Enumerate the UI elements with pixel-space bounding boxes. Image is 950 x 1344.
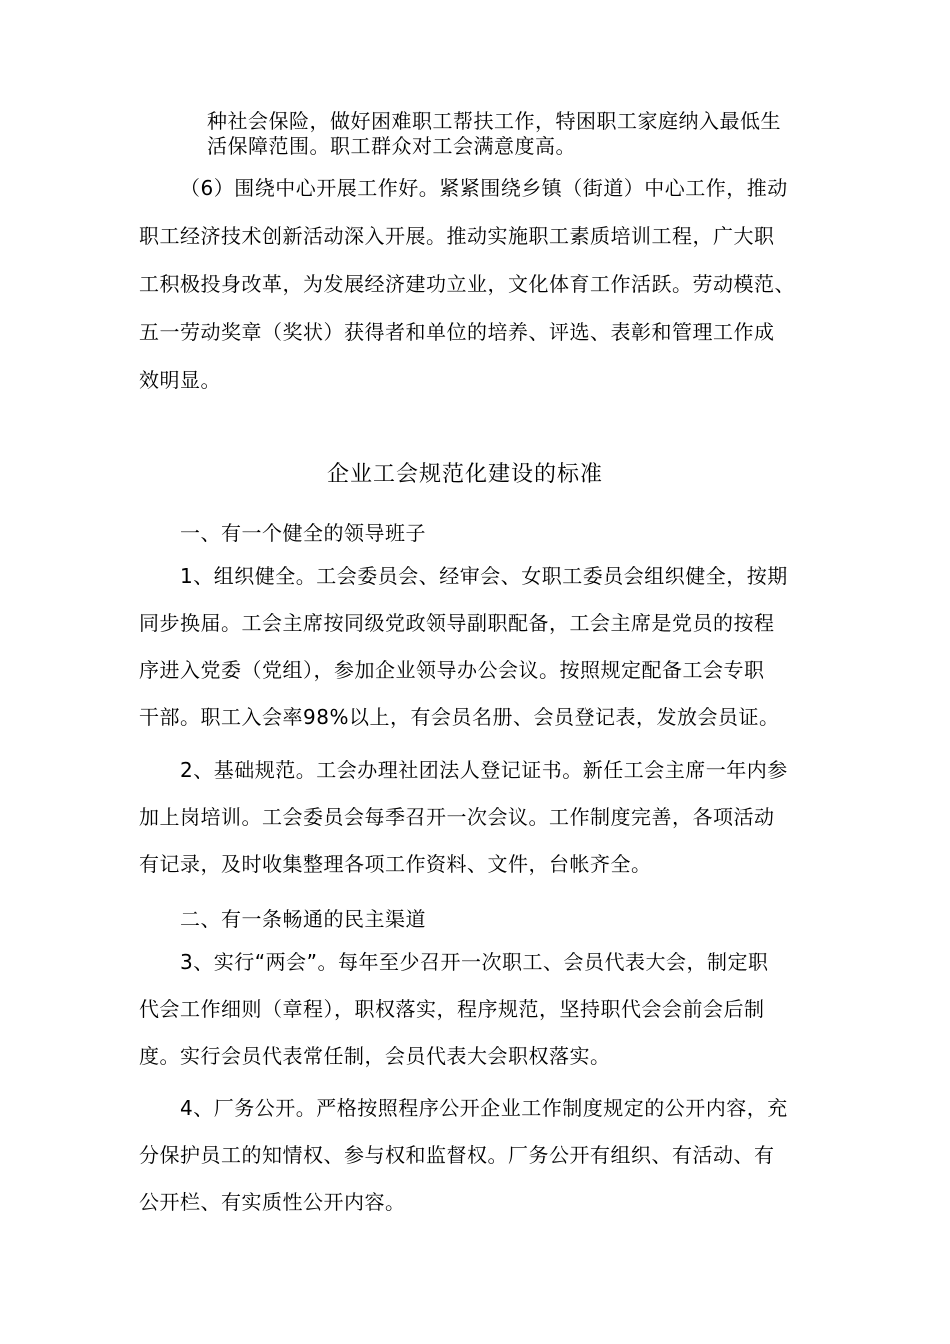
paragraph-line: 种社会保险，做好困难职工帮扶工作，特困职工家庭纳入最低生 xyxy=(207,109,781,133)
paragraph-line: 代会工作细则（章程），职权落实，程序规范，坚持职代会会前会后制 xyxy=(139,997,765,1021)
paragraph-line: 有记录，及时收集整理各项工作资料、文件，台帐齐全。 xyxy=(139,852,652,876)
paragraph-line: 4、厂务公开。严格按照程序公开企业工作制度规定的公开内容，充 xyxy=(180,1096,788,1120)
paragraph-line: 工积极投身改革，为发展经济建功立业，文化体育工作活跃。劳动模范、 xyxy=(139,272,795,296)
section-heading: 一、有一个健全的领导班子 xyxy=(180,521,426,545)
paragraph-line: 同步换届。工会主席按同级党政领导副职配备，工会主席是党员的按程 xyxy=(139,611,775,635)
paragraph-line: 加上岗培训。工会委员会每季召开一次会议。工作制度完善，各项活动 xyxy=(139,805,775,829)
paragraph-line: 五一劳动奖章（奖状）获得者和单位的培养、评选、表彰和管理工作成 xyxy=(139,320,775,344)
paragraph-line: 3、实行“两会”。每年至少召开一次职工、会员代表大会，制定职 xyxy=(180,950,769,974)
document-title: 企业工会规范化建设的标准 xyxy=(327,462,604,487)
paragraph-line: 度。实行会员代表常任制，会员代表大会职权落实。 xyxy=(139,1044,611,1068)
paragraph-line: 2、基础规范。工会办理社团法人登记证书。新任工会主席一年内参 xyxy=(180,758,788,782)
paragraph-line: 分保护员工的知情权、参与权和监督权。厂务公开有组织、有活动、有 xyxy=(139,1143,775,1167)
paragraph-line: （6）围绕中心开展工作好。紧紧围绕乡镇（街道）中心工作，推动 xyxy=(180,176,788,200)
section-heading: 二、有一条畅通的民主渠道 xyxy=(180,907,426,931)
paragraph-line: 序进入党委（党组），参加企业领导办公会议。按照规定配备工会专职 xyxy=(139,658,765,682)
paragraph-line: 效明显。 xyxy=(139,368,221,392)
paragraph-line: 1、组织健全。工会委员会、经审会、女职工委员会组织健全，按期 xyxy=(180,564,788,588)
paragraph-line: 活保障范围。职工群众对工会满意度高。 xyxy=(207,134,576,158)
paragraph-line: 职工经济技术创新活动深入开展。推动实施职工素质培训工程，广大职 xyxy=(139,224,775,248)
paragraph-line: 干部。职工入会率98%以上，有会员名册、会员登记表，发放会员证。 xyxy=(139,705,780,729)
paragraph-line: 公开栏、有实质性公开内容。 xyxy=(139,1190,406,1214)
